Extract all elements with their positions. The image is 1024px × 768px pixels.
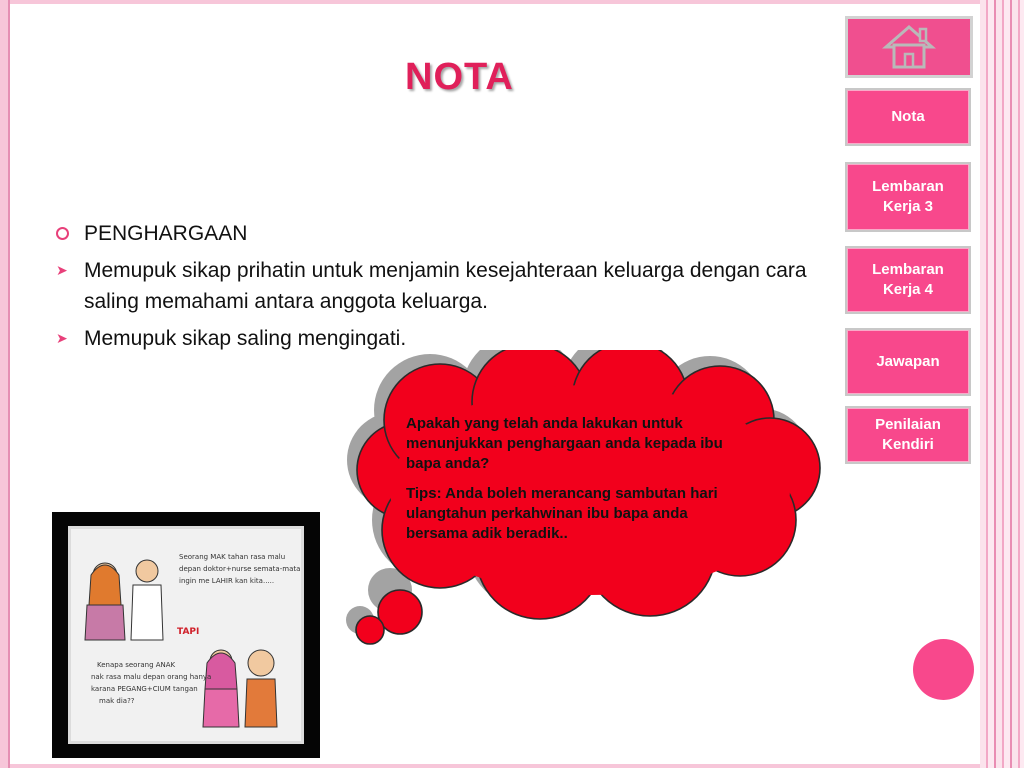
cloud-question: Apakah yang telah anda lakukan untuk menunjukkan penghargaan anda kepada ibu bapa anda? [406,415,723,472]
home-icon [882,23,936,71]
top-border [10,0,980,4]
cloud-tips: Tips: Anda boleh merancang sambutan hari ulangtahun perkahwinan ibu bapa anda bersama adik beradik.. [406,485,718,542]
poster-image [52,512,320,758]
child-parents-illustration [191,639,291,729]
slide-title: NOTA [405,56,514,98]
nav-button-lembaran-kerja-3[interactable] [845,162,971,232]
poster-line: TAPI [177,627,200,637]
bullet-list [52,218,832,360]
list-item [52,255,832,317]
section-heading: PENGHARGAAN [84,222,248,245]
nav-label: Penilaian Kendiri [875,416,941,453]
nav-label: Nota [891,108,925,125]
home-button[interactable] [845,16,973,78]
poster-content [68,526,304,744]
poster-line: mak dia?? [99,697,135,705]
right-stripe-border [980,0,1024,768]
arrow-bullet-icon: ➤ [56,330,68,346]
poster-line: nak rasa malu depan orang hanya [91,673,212,681]
bullet-text: Memupuk sikap saling mengingati. [84,327,407,350]
nav-button-penilaian-kendiri[interactable] [845,406,971,464]
poster-line: depan doktor+nurse semata-mata [179,565,301,573]
nav-button-jawapan[interactable] [845,328,971,396]
cloud-text [406,414,736,554]
mother-doctor-illustration [77,545,177,645]
left-border [0,0,10,768]
poster-line: ingin me LAHIR kan kita..... [179,577,275,585]
nav-label: Jawapan [876,353,940,370]
poster-line: karana PEGANG+CIUM tangan [91,685,198,693]
bullet-text: Memupuk sikap prihatin untuk menjamin kesejahteraan keluarga dengan cara saling memahami antara anggota keluarga. [84,259,807,313]
decorative-circle [913,639,974,700]
arrow-bullet-icon: ➤ [56,262,68,278]
nav-button-lembaran-kerja-4[interactable] [845,246,971,314]
nav-label: Lembaran Kerja 4 [872,261,944,298]
bottom-border [10,764,980,768]
circle-bullet-icon [56,227,69,240]
nav-button-nota[interactable] [845,88,971,146]
poster-line: Seorang MAK tahan rasa malu [179,553,286,561]
nav-label: Lembaran Kerja 3 [872,178,944,215]
poster-line: Kenapa seorang ANAK [97,661,176,669]
heading-bullet [52,218,832,249]
